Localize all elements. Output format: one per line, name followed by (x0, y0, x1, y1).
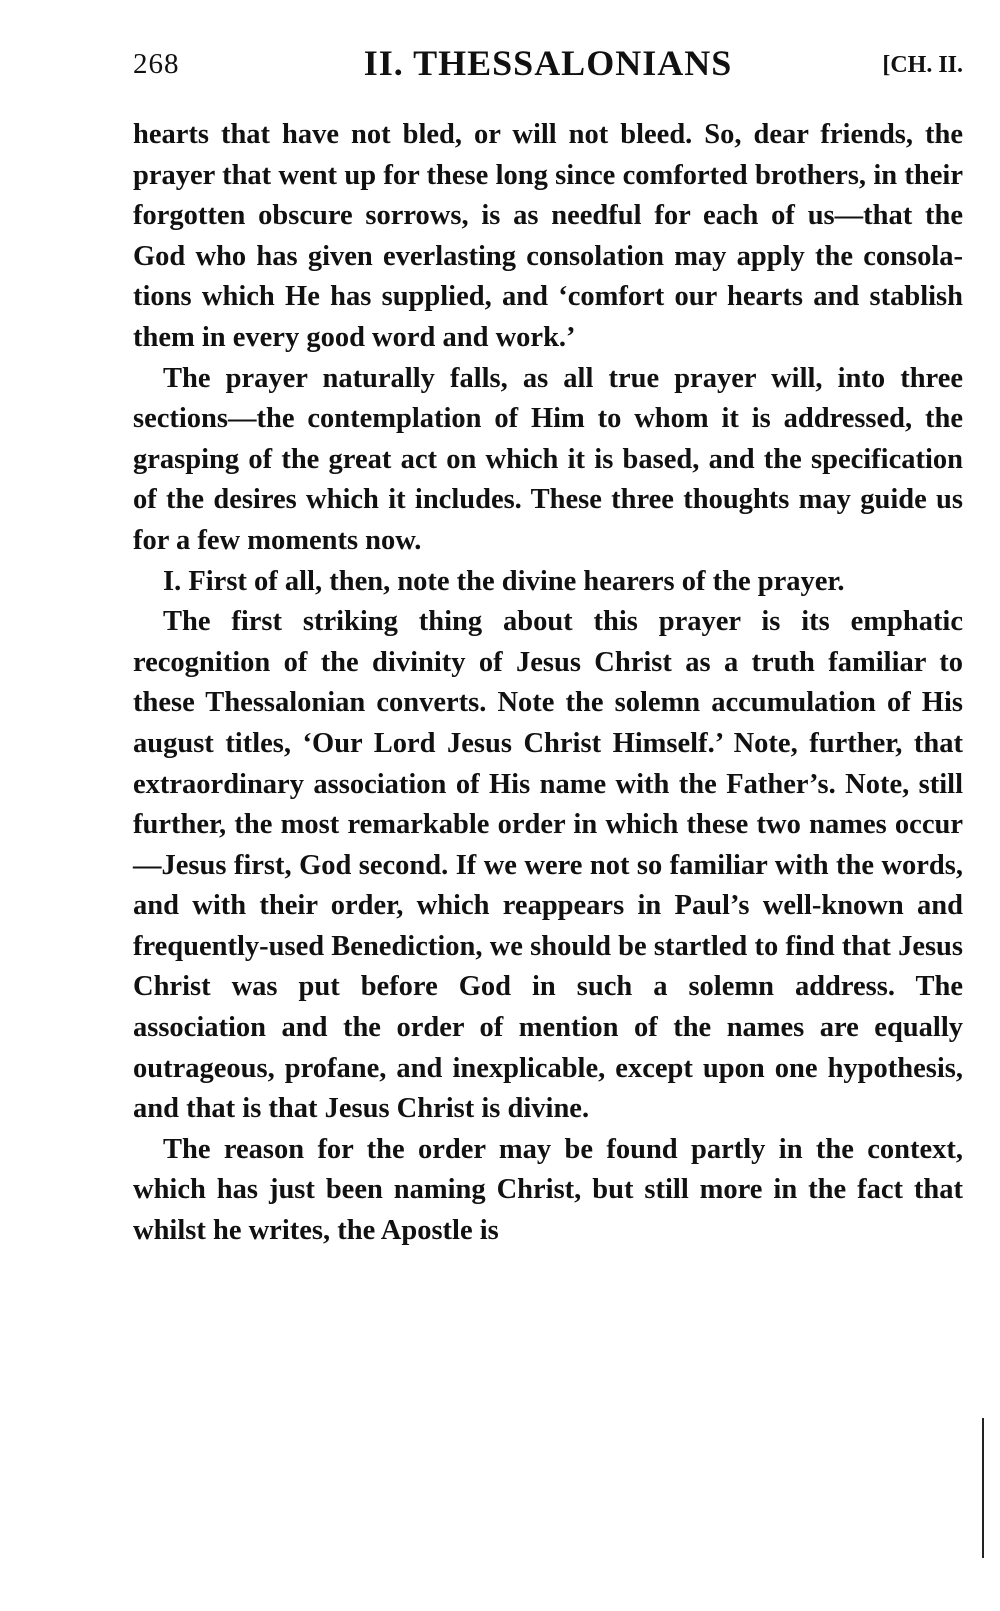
body-text (133, 115, 963, 1252)
page-number: 268 (133, 48, 180, 80)
chapter-reference: [CH. II. (882, 52, 963, 78)
paragraph: The first striking thing about this prayer is its emphatic recognition of the divinity of Jesus Christ as a truth familiar to these Thessalonian converts. Note the solemn accumulation of His august titles, ‘Our Lord Jesus Christ Himself.’ Note, further, that extraordinary association of His name with the Father’s. Note, still further, the most remarkable order in which these two names occur—Jesus first, God second. If we were not so familiar with the words, and with their order, which reappears in Paul’s well-known and frequently-used Benediction, we should be startled to find that Jesus Christ was put before God in such a solemn address. The association and the order of mention of the names are equally outrageous, profane, and inexplicable, except upon one hypothesis, and that is that Jesus Christ is divine. (133, 606, 963, 1125)
paragraph: The reason for the order may be found partly in the context, which has just been naming Christ, but still more in the fact that whilst he writes, the Apostle is (133, 1133, 963, 1247)
section-heading-paragraph: I. First of all, then, note the divine hearers of the prayer. (163, 565, 845, 597)
margin-rule (982, 1418, 984, 1558)
book-title: II. THESSALONIANS (363, 43, 733, 83)
paragraph-continuation: hearts that have not bled, or will not bleed. So, dear friends, the prayer that went up for these long since comforted brothers, in their forgotten obscure sorrows, is as needful for each of us—that the God who has given everlasting consolation may apply the consola-tions which He has supplied, and ‘comfort our hearts and stablish them in every good word and work.’ (133, 119, 963, 353)
running-head (133, 42, 963, 92)
paragraph: The prayer naturally falls, as all true prayer will, into three sections—the contemplation of Him to whom it is addressed, the grasping of the great act on which it is based, and the specification of the desires which it includes. These three thoughts may guide us for a few moments now. (133, 362, 963, 556)
